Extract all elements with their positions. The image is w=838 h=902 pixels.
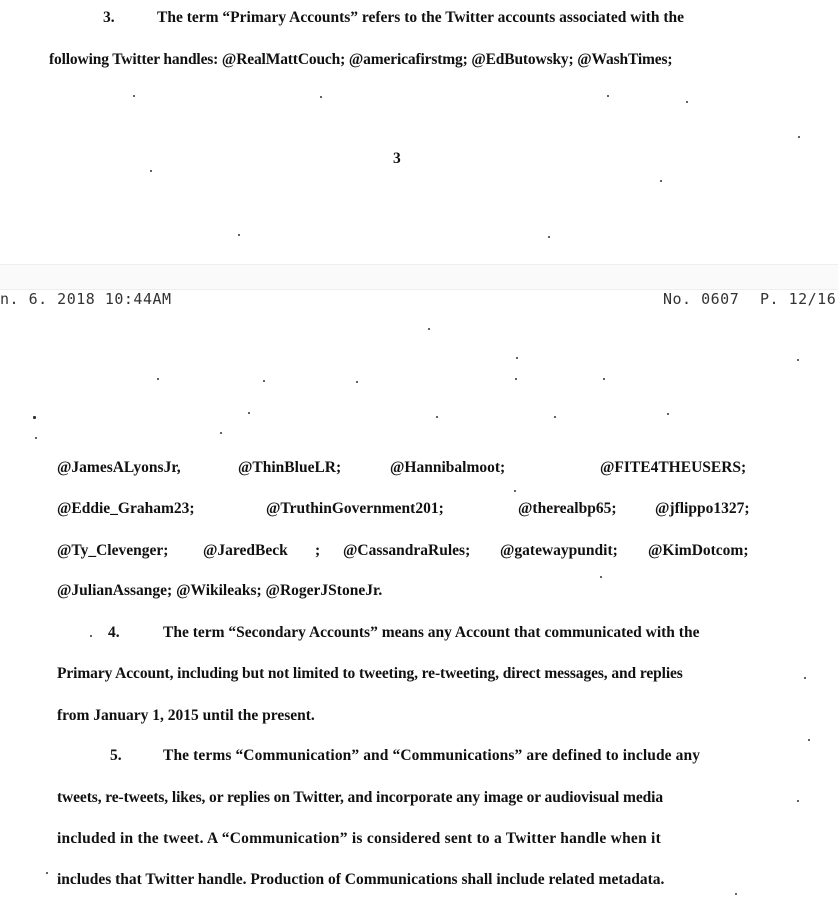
handle: @JaredBeck — [203, 542, 288, 559]
para3-line1: The term “Primary Accounts” refers to the Twitter accounts associated with the — [157, 9, 685, 26]
handle-row-4: @JulianAssange; @Wikileaks; @RogerJStoneJr. — [57, 582, 383, 599]
handle: @therealbp65; — [518, 500, 617, 517]
handle: @TruthinGovernment201; — [266, 500, 444, 517]
handle: @Ty_Clevenger; — [57, 542, 169, 559]
handle: @KimDotcom; — [648, 542, 749, 559]
para5-number: 5. — [110, 747, 122, 764]
page-number: 3 — [393, 150, 401, 167]
handle-row-2 — [0, 500, 838, 520]
para5-line1: The terms “Communication” and “Communications” are defined to include any — [163, 747, 701, 764]
fax-page: P. 12/16 — [760, 290, 837, 308]
para5-line4: includes that Twitter handle. Production of Communications shall include related metadata. — [57, 871, 665, 888]
handle: @Hannibalmoot; — [390, 459, 506, 476]
fax-timestamp: n. 6. 2018 10:44AM — [0, 290, 172, 308]
page-break-divider — [0, 264, 838, 290]
handle-row-3 — [0, 542, 838, 562]
para5-line2: tweets, re-tweets, likes, or replies on Twitter, and incorporate any image or audiovisual media — [57, 789, 664, 806]
handle: @JamesALyonsJr, — [57, 459, 181, 476]
handle: @gatewaypundit; — [500, 542, 618, 559]
handle: @jflippo1327; — [655, 500, 750, 517]
para4-line2: Primary Account, including but not limited to tweeting, re-tweeting, direct messages, and replies — [57, 665, 683, 682]
para4-number: 4. — [108, 624, 120, 641]
para4-line3: from January 1, 2015 until the present. — [57, 707, 315, 724]
handle-row-1 — [0, 459, 838, 479]
para3-line2: following Twitter handles: @RealMattCouch; @americafirstmg; @EdButowsky; @WashTimes; — [49, 51, 673, 68]
para4-line1: The term “Secondary Accounts” means any Account that communicated with the — [163, 624, 700, 641]
handle: @Eddie_Graham23; — [57, 500, 195, 517]
handle: @ThinBlueLR; — [238, 459, 342, 476]
para3-number: 3. — [103, 9, 115, 26]
fax-number: No. 0607 — [663, 290, 740, 308]
handle: @CassandraRules; — [343, 542, 471, 559]
para5-line3: included in the tweet. A “Communication” is considered sent to a Twitter handle when it — [57, 830, 662, 847]
handle: ; — [315, 542, 321, 559]
handle: @FITE4THEUSERS; — [600, 459, 747, 476]
